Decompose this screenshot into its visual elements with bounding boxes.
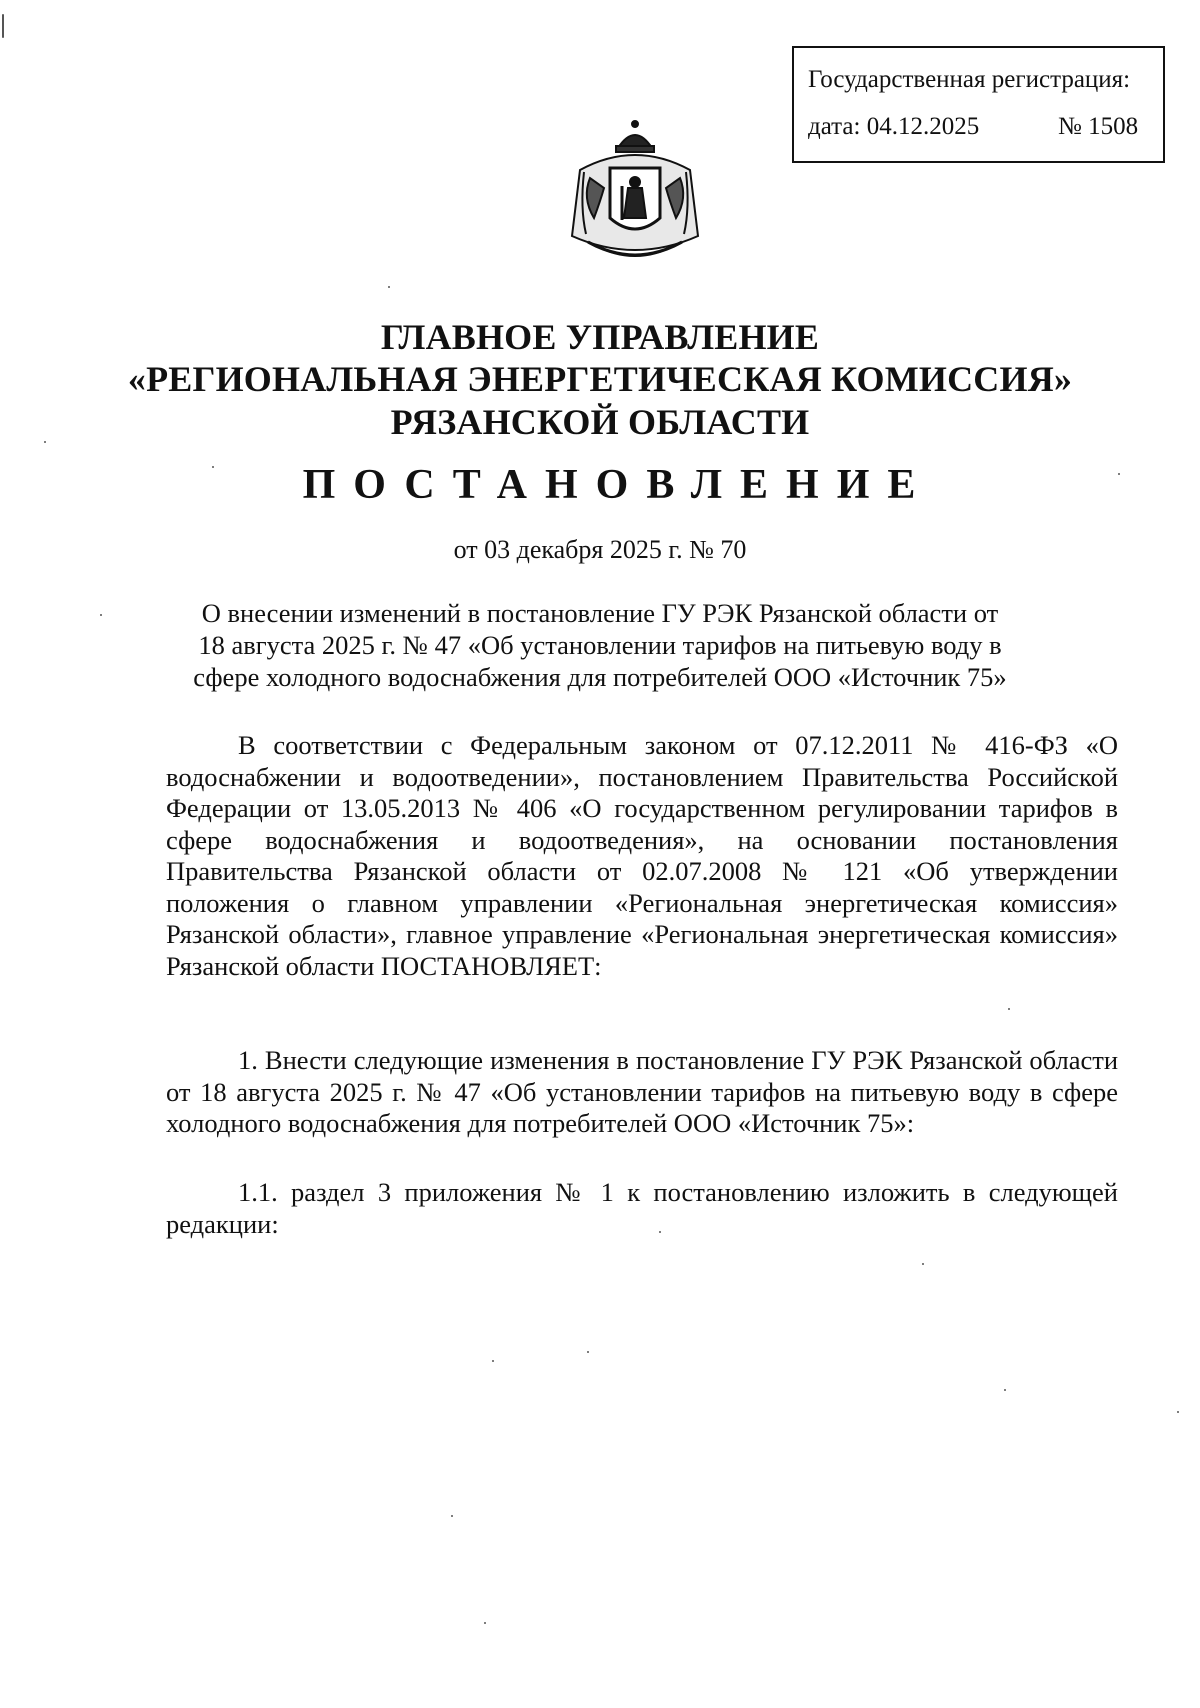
authority-name-line-2: «РЕГИОНАЛЬНАЯ ЭНЕРГЕТИЧЕСКАЯ КОМИССИЯ» (127, 359, 1073, 399)
document-date-number: от 03 декабря 2025 г. № 70 (453, 535, 747, 564)
registration-date: дата: 04.12.2025 (808, 113, 980, 140)
registration-box (792, 46, 1165, 163)
preamble-paragraph: В соответствии с Федеральным законом от 07.12.2011 № 416-ФЗ «О водоснабжении и водоотведении», постановлением Правительства Российской Федерации от 13.05.2013 № 406 «О государственном регулировании тарифов в сфере водоснабжения и водоотведения», на основании постановления Правительства Рязанской области от 02.07.2008 № 121 «Об утверждении положения о главном управлении «Региональная энергетическая комиссия» Рязанской области», главное управление «Региональная энергетическая комиссия» Рязанской области ПОСТАНОВЛЯЕТ: (166, 730, 1118, 981)
registration-title: Государственная регистрация: (808, 66, 1131, 93)
subject-line-3: сфере холодного водоснабжения для потребителей ООО «Источник 75» (193, 662, 1007, 692)
subject-line-2: 18 августа 2025 г. № 47 «Об установлении тарифов на питьевую воду в (198, 630, 1002, 660)
document-subject (160, 597, 1040, 693)
registration-number: № 1508 (1058, 113, 1139, 140)
authority-name-line-3: РЯЗАНСКОЙ ОБЛАСТИ (390, 402, 810, 442)
ryazan-coat-of-arms-icon (560, 118, 710, 270)
authority-name-line-1: ГЛАВНОЕ УПРАВЛЕНИЕ (380, 317, 820, 357)
item-1-1-paragraph: 1.1. раздел 3 приложения № 1 к постановлению изложить в следующей редакции: (166, 1177, 1118, 1239)
document-type-title: ПОСТАНОВЛЕНИЕ (302, 462, 934, 508)
item-1-paragraph: 1. Внести следующие изменения в постановление ГУ РЭК Рязанской области от 18 августа 2025 г. № 47 «Об установлении тарифов на питьевую воду в сфере холодного водоснабжения для потребителей ООО «Источник 75»: (166, 1045, 1118, 1138)
subject-line-1: О внесении изменений в постановление ГУ РЭК Рязанской области от (201, 598, 999, 628)
